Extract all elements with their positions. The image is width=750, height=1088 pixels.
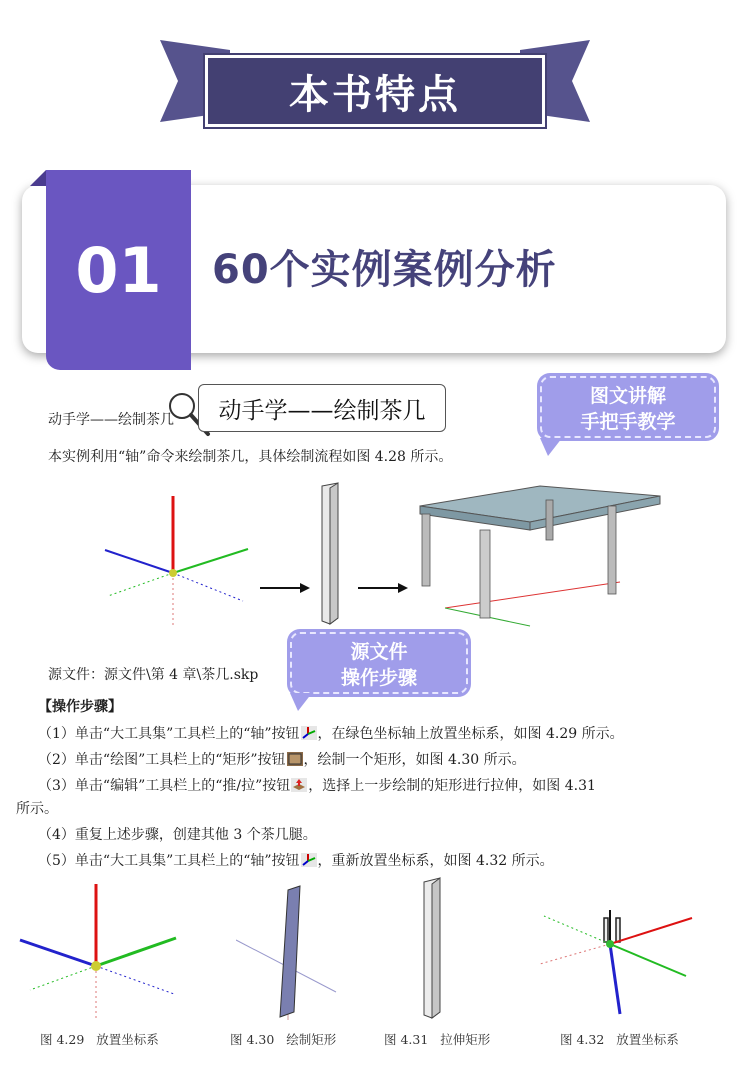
rectangle-button-icon (287, 752, 303, 766)
figure-4-29-image (16, 878, 181, 1023)
tab-fold (30, 170, 46, 186)
header-title: 本书特点 (289, 71, 461, 118)
step-4: （4）重复上述步骤，创建其他 3 个茶几腿。 (38, 827, 317, 843)
feature-title: 60个实例案例分析 (212, 247, 557, 293)
callout-illustrated-line1: 图文讲解 (589, 385, 666, 407)
figure-4-30-title: 绘制矩形 (286, 1032, 337, 1047)
figure-4-32-caption (560, 1030, 679, 1048)
example-heading: 动手学——绘制茶几 (48, 412, 174, 428)
figure-4-31-caption (384, 1030, 490, 1048)
callout-illustrated (540, 376, 716, 438)
source-file-path: 源文件：源文件\第 4 章\茶几.skp (48, 667, 259, 683)
step-3-continued: 所示。 (16, 801, 58, 817)
leg-illustration (322, 483, 338, 624)
callout-illustrated-line2: 手把手教学 (580, 411, 676, 433)
steps-heading: 【操作步骤】 (38, 699, 122, 715)
step-1-text-a: （1）单击“大工具集”工具栏上的“轴”按钮 (38, 726, 300, 742)
figure-4-32-label: 图 4.32 (560, 1032, 605, 1047)
figure-4-29-label: 图 4.29 (40, 1032, 85, 1047)
step-3 (38, 775, 596, 795)
axes-illustration (105, 496, 248, 626)
figure-4-30-label: 图 4.30 (230, 1032, 275, 1047)
push-pull-button-icon (291, 778, 307, 792)
step-2 (38, 749, 526, 769)
step-3-text-b: ，选择上一步绘制的矩形进行拉伸，如图 4.31 (308, 778, 596, 794)
step-3-text-a: （3）单击“编辑”工具栏上的“推/拉”按钮 (38, 778, 291, 794)
callout-illustrated-tail (540, 438, 562, 456)
step-1-text-b: ，在绿色坐标轴上放置坐标系，如图 4.29 所示。 (317, 726, 624, 742)
step-5 (38, 850, 554, 870)
step-2-text-a: （2）单击“绘图”工具栏上的“矩形”按钮 (38, 752, 286, 768)
axes-button-icon (301, 726, 317, 740)
callout-source-tail (290, 693, 312, 711)
axes-button-icon (301, 853, 317, 867)
figure-4-29-title: 放置坐标系 (96, 1032, 159, 1047)
zoom-heading-box: 动手学——绘制茶几 (198, 384, 446, 432)
callout-source-line1: 源文件 (350, 641, 408, 663)
callout-source-line2: 操作步骤 (340, 667, 417, 689)
figure-4-28-flow (100, 478, 680, 628)
figure-4-32-title: 放置坐标系 (616, 1032, 679, 1047)
figure-4-30-image (236, 882, 346, 1022)
step-5-text-a: （5）单击“大工具集”工具栏上的“轴”按钮 (38, 853, 300, 869)
figure-4-29-caption (40, 1030, 159, 1048)
step-1 (38, 723, 624, 743)
figure-4-31-image (410, 874, 470, 1024)
figure-4-31-title: 拉伸矩形 (440, 1032, 491, 1047)
feature-number-tab (46, 170, 191, 370)
header-ribbon (205, 55, 545, 127)
step-2-text-b: ，绘制一个矩形，如图 4.30 所示。 (303, 752, 526, 768)
step-5-text-b: ，重新放置坐标系，如图 4.32 所示。 (317, 853, 554, 869)
callout-source-steps (290, 632, 468, 694)
tea-table-illustration (420, 486, 660, 626)
feature-number: 01 (75, 233, 162, 307)
figure-4-32-image (536, 906, 696, 1018)
figure-4-30-caption (230, 1030, 336, 1048)
example-intro: 本实例利用“轴”命令来绘制茶几，具体绘制流程如图 4.28 所示。 (48, 449, 453, 465)
figure-4-31-label: 图 4.31 (384, 1032, 429, 1047)
